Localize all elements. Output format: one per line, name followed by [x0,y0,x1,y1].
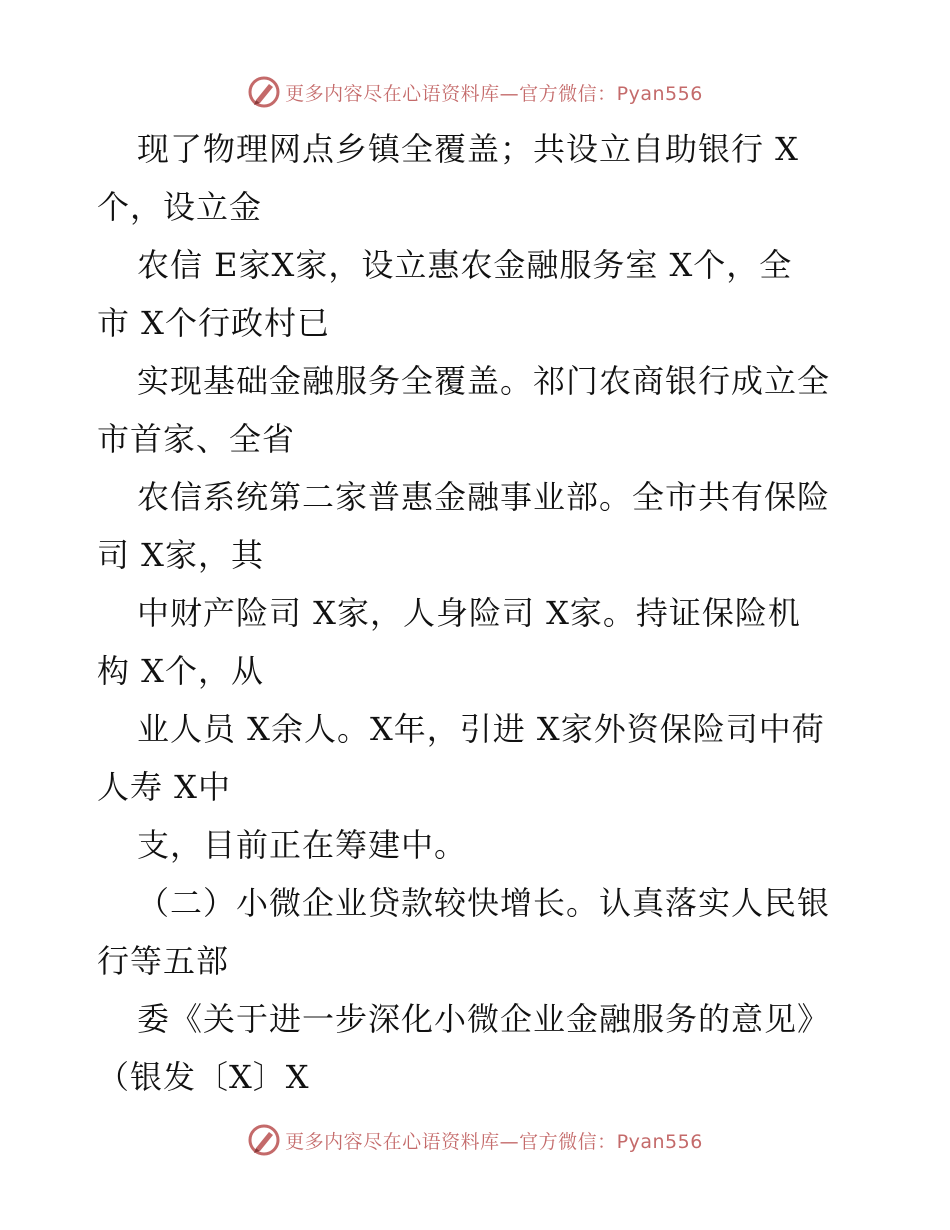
header-banner-inner [247,75,703,109]
body-line-17: （银发〔X〕X [97,1058,310,1096]
body-line-14: （二）小微企业贷款较快增长。认真落实人民银 [137,884,831,922]
pen-logo-icon [247,1123,281,1157]
pen-logo-icon [247,75,281,109]
body-line-8: 司 X家，其 [97,536,264,574]
body-line-4: 市 X个行政村已 [97,304,330,342]
body-line-3: 农信 E家X家，设立惠农金融服务室 X个，全 [137,246,793,284]
footer-banner-inner [247,1123,703,1157]
body-line-9: 中财产险司 X家，人身险司 X家。持证保险机 [137,594,801,632]
body-line-1: 现了物理网点乡镇全覆盖；共设立自助银行 X [137,130,799,168]
body-line-7: 农信系统第二家普惠金融事业部。全市共有保险 [137,478,831,516]
body-line-12: 人寿 X中 [97,768,231,806]
body-line-15: 行等五部 [97,942,230,980]
body-line-13: 支，目前正在筹建中。 [137,826,468,864]
document-body [97,120,867,1106]
body-line-11: 业人员 X余人。X年，引进 X家外资保险司中荷 [137,710,825,748]
body-line-6: 市首家、全省 [97,420,296,458]
body-line-2: 个，设立金 [97,188,263,226]
footer-banner [0,1120,950,1160]
footer-banner-text: 更多内容尽在心语资料库—官方微信：Pyan556 [285,1130,703,1153]
header-banner-text: 更多内容尽在心语资料库—官方微信：Pyan556 [285,82,703,105]
body-line-10: 构 X个，从 [97,652,264,690]
body-line-5: 实现基础金融服务全覆盖。祁门农商银行成立全 [137,362,831,400]
body-line-16: 委《关于进一步深化小微企业金融服务的意见》 [137,1000,831,1038]
header-banner [0,72,950,112]
